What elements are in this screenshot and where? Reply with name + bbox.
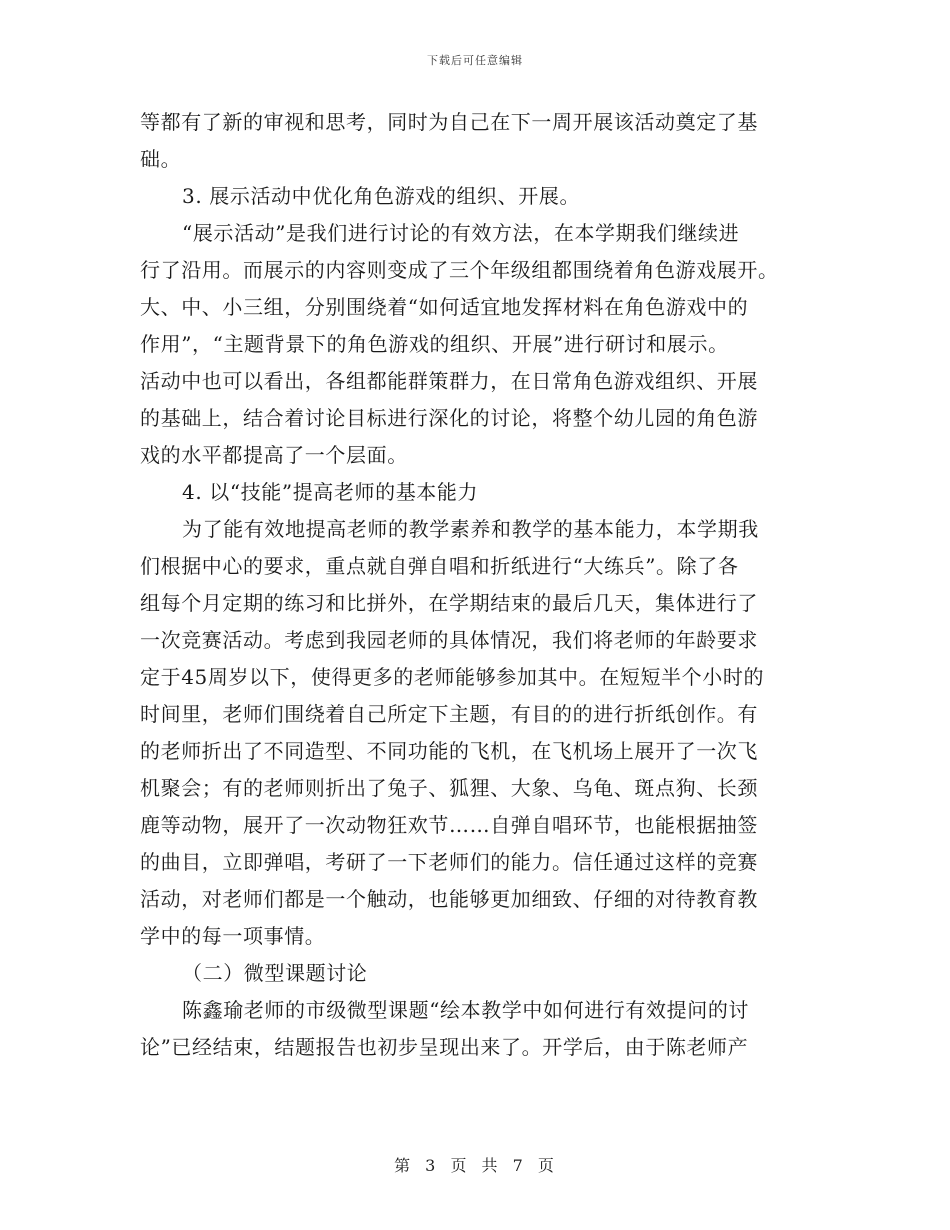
text-line: 戏的水平都提高了一个层面。 — [140, 443, 408, 467]
text-line: 定于45周岁以下，使得更多的老师能够参加其中。在短短半个小时的 — [140, 665, 765, 689]
page-header: 下载后可任意编辑 — [427, 54, 523, 67]
text-line: 为了能有效地提高老师的教学素养和教学的基本能力，本学期我 — [182, 517, 759, 541]
section-heading: 4. 以“技能”提高老师的基本能力 — [182, 480, 479, 504]
text-line: 的曲目，立即弹唱，考研了一下老师们的能力。信任通过这样的竞赛 — [140, 850, 758, 874]
text-line: 们根据中心的要求，重点就自弹自唱和折纸进行“大练兵”。除了各 — [140, 554, 739, 578]
text-line: 时间里，老师们围绕着自己所定下主题，有目的的进行折纸创作。有 — [140, 702, 758, 726]
text-line: 鹿等动物，展开了一次动物狂欢节……自弹自唱环节，也能根据抽签 — [140, 813, 758, 837]
text-line: “展示活动”是我们进行讨论的有效方法，在本学期我们继续进 — [182, 221, 740, 245]
text-line: 一次竞赛活动。考虑到我园老师的具体情况，我们将老师的年龄要求 — [140, 628, 758, 652]
text-line: 的基础上，结合着讨论目标进行深化的讨论，将整个幼儿园的角色游 — [140, 406, 758, 430]
text-line: 学中的每一项事情。 — [140, 924, 326, 948]
document-body — [140, 104, 810, 1066]
text-line: 大、中、小三组，分别围绕着“如何适宜地发挥材料在角色游戏中的 — [140, 295, 749, 319]
text-line: 等都有了新的审视和思考，同时为自己在下一周开展该活动奠定了基 — [140, 110, 758, 134]
section-heading: 3. 展示活动中优化角色游戏的组织、开展。 — [182, 184, 581, 208]
page-number-footer: 第 3 页 共 7 页 — [394, 1156, 556, 1175]
text-line: 活动，对老师们都是一个触动，也能够更加细致、仔细的对待教育教 — [140, 887, 758, 911]
text-line: 础。 — [140, 147, 182, 171]
text-line: 作用”，“主题背景下的角色游戏的组织、开展”进行研讨和展示。 — [140, 332, 729, 356]
text-line: 论”已经结束，结题报告也初步呈现出来了。开学后，由于陈老师产 — [140, 1035, 749, 1059]
text-line: 活动中也可以看出，各组都能群策群力，在日常角色游戏组织、开展 — [140, 369, 758, 393]
text-line: 陈鑫瑜老师的市级微型课题“绘本教学中如何进行有效提问的讨 — [182, 998, 750, 1022]
text-line: 组每个月定期的练习和比拼外，在学期结束的最后几天，集体进行了 — [140, 591, 758, 615]
text-line: 机聚会；有的老师则折出了兔子、狐狸、大象、乌龟、斑点狗、长颈 — [140, 776, 758, 800]
text-line: 的老师折出了不同造型、不同功能的飞机，在飞机场上展开了一次飞 — [140, 739, 758, 763]
section-heading: （二）微型课题讨论 — [182, 961, 368, 985]
text-line: 行了沿用。而展示的内容则变成了三个年级组都围绕着角色游戏展开。 — [140, 258, 779, 282]
